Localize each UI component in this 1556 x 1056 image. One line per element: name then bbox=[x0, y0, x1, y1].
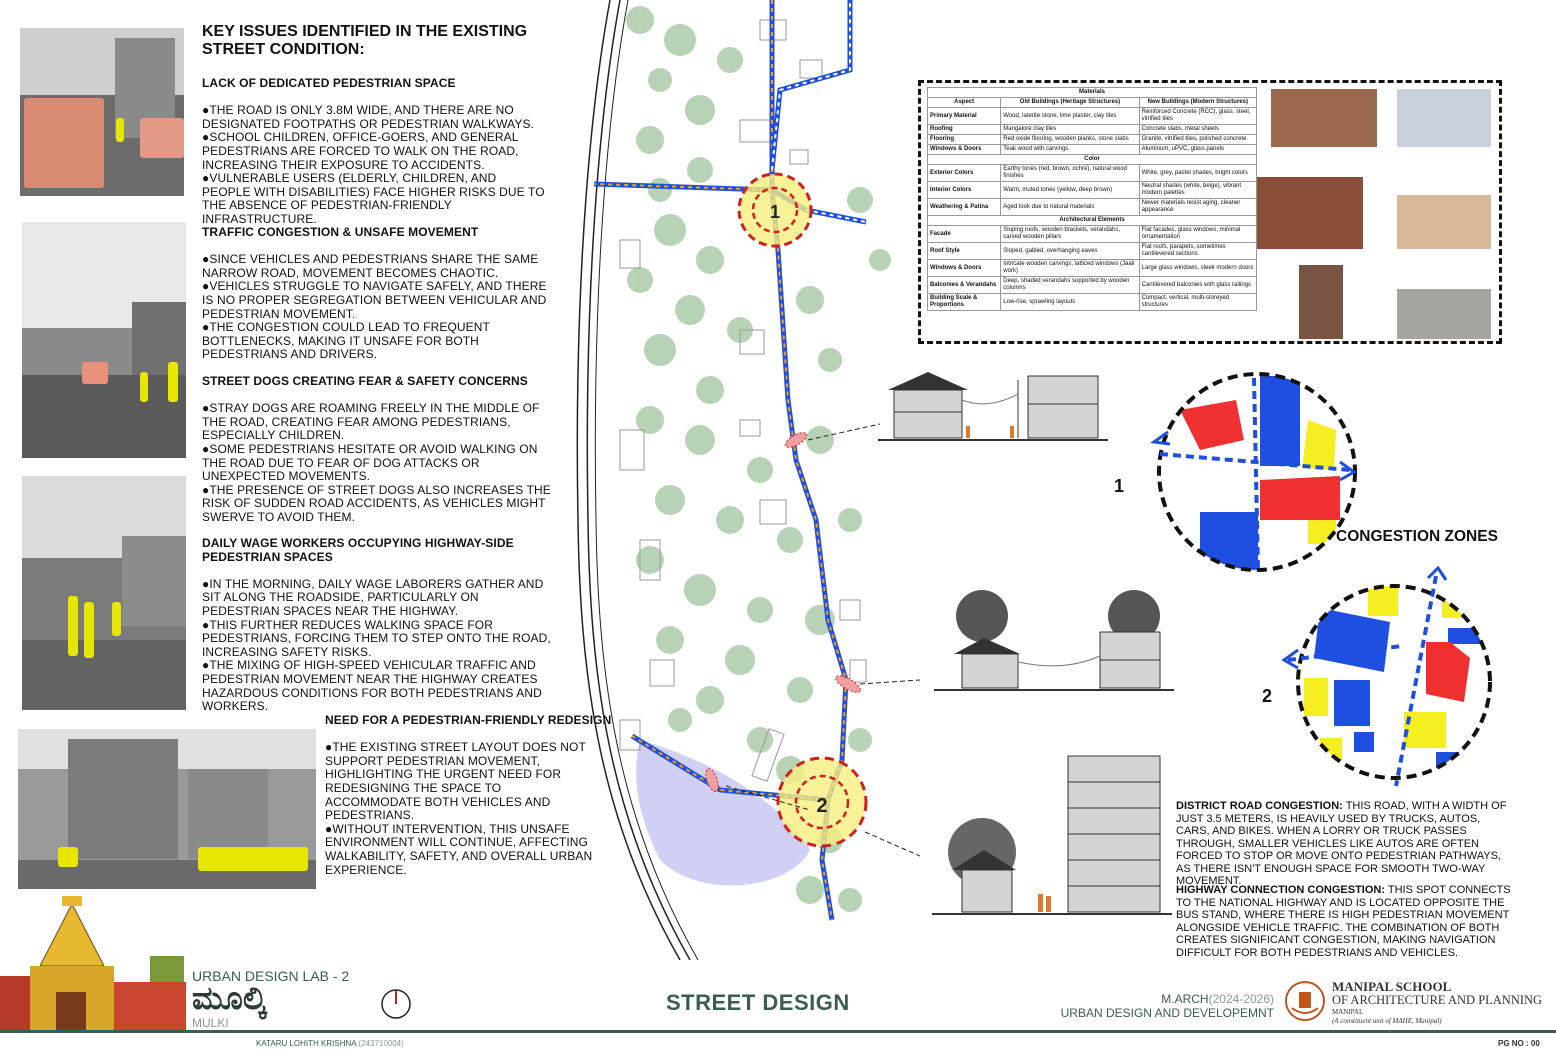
issue-point: ●THIS FURTHER REDUCES WALKING SPACE FOR PEDESTRIANS, FORCING THEM TO STEP ONTO THE ROAD, INCREASING SAFETY RISKS. bbox=[202, 617, 551, 659]
table-header: New Buildings (Modern Structures) bbox=[1139, 98, 1256, 108]
congestion-zones-title: CONGESTION ZONES bbox=[1336, 528, 1498, 545]
district-road-description bbox=[1176, 800, 1516, 888]
street-section-3 bbox=[932, 752, 1172, 922]
issue-block-1 bbox=[202, 77, 547, 227]
description-title: DISTRICT ROAD CONGESTION: bbox=[1176, 800, 1343, 812]
program-years: (2024-2026) bbox=[1208, 992, 1274, 1006]
table-title: Materials bbox=[928, 88, 1257, 98]
issue-point: ●THE PRESENCE OF STREET DOGS ALSO INCREASES THE RISK OF SUDDEN ROAD ACCIDENTS, AS VEHICLES MIGHT SWERVE TO AVOID THEM. bbox=[202, 482, 551, 524]
school-logo-icon bbox=[1284, 980, 1326, 1022]
temple-illustration bbox=[0, 896, 186, 1030]
materials-table bbox=[927, 87, 1257, 311]
modern-building-photo bbox=[1397, 195, 1491, 249]
map-zone-2-label: 2 bbox=[816, 795, 828, 817]
heritage-building-photo bbox=[1271, 89, 1377, 147]
issue-point: ●IN THE MORNING, DAILY WAGE LABORERS GATHER AND SIT ALONG THE ROADSIDE, PARTICULARLY ON PEDESTRIAN SPACES NEAR THE HIGHWAY. bbox=[202, 576, 544, 618]
issue-point: ●THE ROAD IS ONLY 3.8M WIDE, AND THERE ARE NO DESIGNATED FOOTPATHS OR PEDESTRIAN WALKWAYS. bbox=[202, 103, 534, 131]
modern-building-photo bbox=[1397, 89, 1491, 147]
issue-block-4 bbox=[202, 537, 552, 714]
lab-title: URBAN DESIGN LAB - 2 bbox=[192, 968, 350, 984]
materials-table-panel bbox=[918, 80, 1502, 344]
table-row: Building Scale & Proportions Low-rise, sprawling layouts Compact, vertical, multi-storeyed structures bbox=[928, 294, 1257, 311]
table-row: Exterior Colors Earthy tones (red, brown, ochre), natural wood finishes White, grey, pastel shades, bright colors bbox=[928, 165, 1257, 182]
heritage-building-photo bbox=[1299, 265, 1343, 339]
table-section: Color bbox=[928, 155, 1257, 165]
program-subtitle: URBAN DESIGN AND DEVELOPEMNT bbox=[1060, 1006, 1274, 1020]
place-name-kannada: ಮೂಲ್ಕಿ bbox=[192, 980, 267, 1016]
congestion-zone-1-number: 1 bbox=[1114, 476, 1125, 496]
table-row: Interior Colors Warm, muted tones (yellow, deep brown) Neutral shades (white, beige), vibrant modern palettes bbox=[928, 182, 1257, 199]
issue-block-5 bbox=[325, 713, 612, 877]
program-name bbox=[1044, 992, 1274, 1006]
school-name-line3: MANIPAL bbox=[1332, 1008, 1364, 1016]
map-zone-2-marker bbox=[778, 758, 866, 846]
street-photo-1 bbox=[20, 28, 184, 196]
issue-title: NEED FOR A PEDESTRIAN-FRIENDLY REDESIGN bbox=[325, 713, 612, 727]
street-section-1 bbox=[878, 350, 1108, 450]
description-text: THIS SPOT CONNECTS TO THE NATIONAL HIGHWAY AND IS LOCATED OPPOSITE THE BUS STAND, WHERE THERE IS HIGH PEDESTRIAN MOVEMENT ALONGSIDE VEHICLE TRAFFIC. THE COMBINATION OF BOTH CREATES SIGNIFICANT CONGESTION, MAKING NAVIGATION DIFFICULT FOR BOTH PEDESTRIANS AND VEHICLES. bbox=[1176, 884, 1511, 959]
issue-point: ●SOME PEDESTRIANS HESITATE OR AVOID WALKING ON THE ROAD DUE TO FEAR OF DOG ATTACKS OR UNEXPECTED MOVEMENTS. bbox=[202, 441, 538, 484]
school-name-line1: MANIPAL SCHOOL bbox=[1332, 979, 1452, 994]
issue-point: ●SINCE VEHICLES AND PEDESTRIANS SHARE THE SAME NARROW ROAD, MOVEMENT BECOMES CHAOTIC. bbox=[202, 252, 539, 280]
issue-point: ●STRAY DOGS ARE ROAMING FREELY IN THE MIDDLE OF THE ROAD, CREATING FEAR AMONG PEDESTRIANS, ESPECIALLY CHILDREN. bbox=[202, 401, 540, 443]
issue-title: STREET DOGS CREATING FEAR & SAFETY CONCERNS bbox=[202, 374, 528, 388]
congestion-zone-2-number: 2 bbox=[1262, 686, 1273, 706]
highway-connection-description bbox=[1176, 884, 1516, 959]
issue-title: LACK OF DEDICATED PEDESTRIAN SPACE bbox=[202, 76, 456, 90]
issue-title: DAILY WAGE WORKERS OCCUPYING HIGHWAY-SIDE PEDESTRIAN SPACES bbox=[202, 536, 514, 564]
issue-point: ●VULNERABLE USERS (ELDERLY, CHILDREN, AND PEOPLE WITH DISABILITIES) FACE HIGHER RISKS DUE TO THE ABSENCE OF PEDESTRIAN-FRIENDLY INFRASTRUCTURE. bbox=[202, 171, 545, 226]
description-text: THIS ROAD, WITH A WIDTH OF JUST 3.5 METERS, IS HEAVILY USED BY TRUCKS, AUTOS, CARS, AND BIKES. WHEN A LORRY OR TRUCK PASSES THROUGH, SMALLER VEHICLES LIKE AUTOS ARE OFTEN FORCED TO STOP OR MOVE ONTO PEDESTRIAN PATHWAYS, AS THERE ISN'T ENOUGH SPACE FOR SMOOTH TWO-WAY MOVEMENT. bbox=[1176, 800, 1507, 887]
table-row: Roofing Mangalore clay tiles Concrete slabs, metal sheets bbox=[928, 125, 1257, 135]
north-arrow-icon bbox=[380, 988, 412, 1020]
description-title: HIGHWAY CONNECTION CONGESTION: bbox=[1176, 884, 1386, 896]
issue-point: ●THE MIXING OF HIGH-SPEED VEHICULAR TRAFFIC AND PEDESTRIAN MOVEMENT NEAR THE HIGHWAY CREATES HAZARDOUS CONDITIONS FOR BOTH PEDESTRIANS AND WORKERS. bbox=[202, 658, 542, 714]
street-section-2 bbox=[934, 576, 1174, 696]
table-row: Flooring Red oxide flooring, wooden planks, stone slabs Granite, vitrified tiles, polished concrete bbox=[928, 135, 1257, 145]
student-name: KATARU LOHITH KRISHNA bbox=[256, 1039, 357, 1048]
street-photo-3 bbox=[22, 476, 186, 710]
table-row: Roof Style Sloped, gabled, overhanging eaves Flat roofs, parapets, sometimes cantilevered sections bbox=[928, 243, 1257, 260]
issue-point: ●THE EXISTING STREET LAYOUT DOES NOT SUPPORT PEDESTRIAN MOVEMENT, HIGHLIGHTING THE URGENT NEED FOR REDESIGNING THE SPACE TO ACCOMMODATE BOTH VEHICLES AND PEDESTRIANS. bbox=[325, 740, 586, 823]
issue-block-2 bbox=[202, 226, 547, 362]
sheet-title: STREET DESIGN bbox=[666, 990, 850, 1015]
school-name-line4: (A constituent unit of MAHE, Manipal) bbox=[1332, 1017, 1442, 1025]
site-map bbox=[560, 0, 920, 960]
congestion-zone-1-diagram bbox=[1140, 370, 1370, 580]
issue-block-3 bbox=[202, 375, 554, 525]
table-row: Facade Sloping roofs, wooden brackets, verandahs, carved wooden pillars Flat facades, glass windows, minimal ornamentation bbox=[928, 226, 1257, 243]
footer-divider bbox=[0, 1030, 1556, 1033]
school-name-line2: OF ARCHITECTURE AND PLANNING bbox=[1332, 993, 1543, 1007]
table-row: Windows & Doors Teak wood with carvings Aluminum, uPVC, glass panels bbox=[928, 145, 1257, 155]
issue-point: ●THE CONGESTION COULD LEAD TO FREQUENT BOTTLENECKS, MAKING IT UNSAFE FOR BOTH PEDESTRIANS AND DRIVERS. bbox=[202, 320, 490, 362]
table-row: Weathering & Patina Aged look due to natural materials Newer materials resist aging, cleaner appearance bbox=[928, 199, 1257, 216]
table-section: Architectural Elements bbox=[928, 216, 1257, 226]
page-heading: KEY ISSUES IDENTIFIED IN THE EXISTING STREET CONDITION: bbox=[202, 23, 528, 58]
page-number: PG NO : 00 bbox=[1498, 1039, 1540, 1048]
table-header: Old Buildings (Heritage Structures) bbox=[1001, 98, 1139, 108]
student-info bbox=[256, 1039, 404, 1048]
issue-title: TRAFFIC CONGESTION & UNSAFE MOVEMENT bbox=[202, 225, 479, 239]
table-row: Balconies & Verandahs Deep, shaded verandahs supported by wooden columns Cantilevered balconies with glass railings bbox=[928, 277, 1257, 294]
modern-building-photo bbox=[1397, 289, 1491, 339]
street-photo-2 bbox=[22, 222, 186, 458]
map-zone-1-marker bbox=[739, 174, 811, 246]
student-id: (243710004) bbox=[358, 1039, 404, 1048]
issue-point: ●WITHOUT INTERVENTION, THIS UNSAFE ENVIRONMENT WILL CONTINUE, AFFECTING WALKABILITY, SAFETY, AND OVERALL URBAN EXPERIENCE. bbox=[325, 821, 593, 877]
heritage-building-photo bbox=[1257, 177, 1363, 249]
issue-point: ●SCHOOL CHILDREN, OFFICE-GOERS, AND GENERAL PEDESTRIANS ARE FORCED TO WALK ON THE ROAD, INCREASING THEIR EXPOSURE TO ACCIDENTS. bbox=[202, 130, 519, 172]
table-header: Aspect bbox=[928, 98, 1001, 108]
congestion-zone-2-diagram bbox=[1280, 562, 1500, 788]
issue-point: ●VEHICLES STRUGGLE TO NAVIGATE SAFELY, AND THERE IS NO PROPER SEGREGATION BETWEEN VEHICULAR AND PEDESTRIAN MOVEMENT. bbox=[202, 279, 547, 321]
place-name: MULKI bbox=[192, 1016, 229, 1030]
table-row: Windows & Doors Intricate wooden carvings, latticed windows (Jaali work) Large glass windows, sleek modern doors bbox=[928, 260, 1257, 277]
program-main: M.ARCH bbox=[1161, 992, 1209, 1006]
street-photo-4 bbox=[18, 729, 316, 889]
table-row: Primary Material Wood, laterite stone, lime plaster, clay tiles Reinforced Concrete (RCC), glass, steel, vitrified tiles bbox=[928, 108, 1257, 125]
map-zone-1-label: 1 bbox=[769, 202, 781, 222]
